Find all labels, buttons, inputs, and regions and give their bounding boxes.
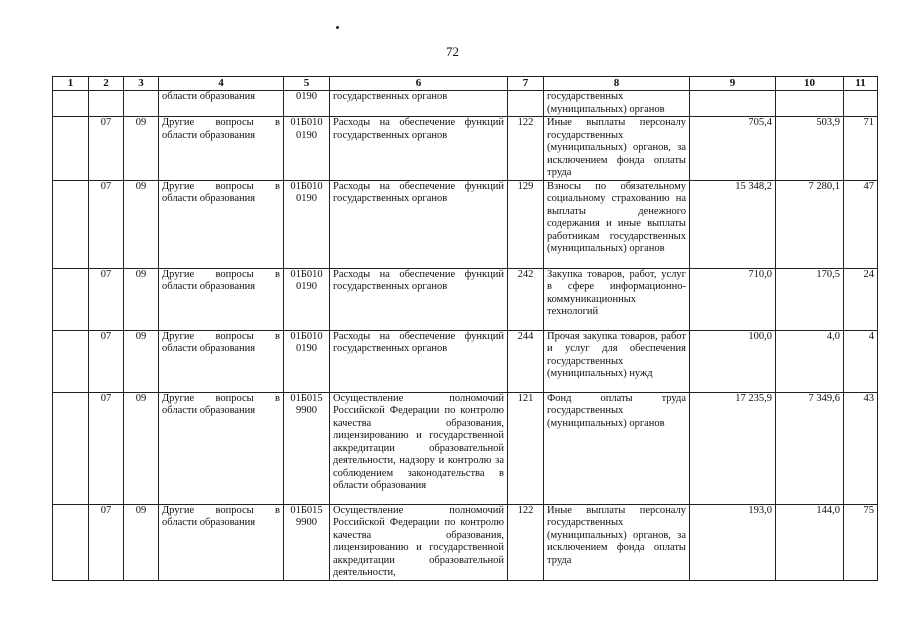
cell-expense-type: 122 [508,117,544,181]
column-header: 10 [776,77,844,91]
cell-expense-type [508,91,544,117]
cell-expense-type: 121 [508,392,544,504]
cell-target-code: 01Б015 9900 [284,504,330,580]
cell-subsection-name: Другие вопросы в области образования [159,117,284,181]
cell-subsection: 09 [124,330,159,392]
cell-col1 [53,330,89,392]
cell-section: 07 [89,268,124,330]
table-row [53,117,878,181]
cell-plan-amount: 193,0 [690,504,776,580]
cell-target-name: Расходы на обеспечение функций государственных органов [330,268,508,330]
column-header: 7 [508,77,544,91]
column-header: 8 [544,77,690,91]
cell-col1 [53,117,89,181]
cell-actual-amount: 4,0 [776,330,844,392]
cell-col1 [53,504,89,580]
column-header: 2 [89,77,124,91]
cell-plan-amount: 17 235,9 [690,392,776,504]
cell-actual-amount: 144,0 [776,504,844,580]
cell-expense-name: Прочая закупка товаров, работ и услуг для обеспечения государственных (муниципальных) нужд [544,330,690,392]
table-row [53,91,878,117]
column-header: 11 [844,77,878,91]
cell-subsection-name: Другие вопросы в области образования [159,268,284,330]
budget-table [52,76,878,581]
column-header: 4 [159,77,284,91]
cell-section: 07 [89,180,124,268]
cell-expense-type: 122 [508,504,544,580]
table-row [53,504,878,580]
cell-expense-name: Фонд оплаты труда государственных (муниципальных) органов [544,392,690,504]
cell-target-name: государственных органов [330,91,508,117]
cell-subsection [124,91,159,117]
cell-col1 [53,392,89,504]
cell-target-code: 01Б010 0190 [284,180,330,268]
cell-subsection: 09 [124,504,159,580]
cell-subsection: 09 [124,180,159,268]
table-row [53,268,878,330]
column-header: 5 [284,77,330,91]
cell-subsection: 09 [124,392,159,504]
cell-section: 07 [89,117,124,181]
cell-percent: 71 [844,117,878,181]
cell-percent [844,91,878,117]
cell-actual-amount: 170,5 [776,268,844,330]
cell-col1 [53,180,89,268]
cell-subsection-name: Другие вопросы в области образования [159,504,284,580]
cell-plan-amount: 705,4 [690,117,776,181]
cell-target-code: 0190 [284,91,330,117]
table-row [53,330,878,392]
cell-expense-name: Закупка товаров, работ, услуг в сфере информационно-коммуникационных технологий [544,268,690,330]
cell-subsection-name: Другие вопросы в области образования [159,392,284,504]
cell-expense-name: государственных (муниципальных) органов [544,91,690,117]
table-row [53,180,878,268]
cell-section: 07 [89,392,124,504]
cell-section: 07 [89,330,124,392]
cell-section: 07 [89,504,124,580]
cell-plan-amount: 100,0 [690,330,776,392]
cell-percent: 24 [844,268,878,330]
column-header: 9 [690,77,776,91]
cell-target-name: Расходы на обеспечение функций государственных органов [330,117,508,181]
page-number: 72 [446,44,459,59]
cell-target-name: Осуществление полномочий Российской Федерации по контролю качества образования, лицензированию и государственной аккредитации образовательной деятельности, надзору и контролю за соблюдением законодательства в области образования [330,392,508,504]
cell-percent: 75 [844,504,878,580]
stray-dot-mark [336,26,339,29]
cell-plan-amount: 15 348,2 [690,180,776,268]
cell-target-code: 01Б010 0190 [284,117,330,181]
column-header: 3 [124,77,159,91]
cell-percent: 47 [844,180,878,268]
cell-expense-name: Иные выплаты персоналу государственных (муниципальных) органов, за исключением фонда оплаты труда [544,117,690,181]
cell-expense-type: 244 [508,330,544,392]
cell-target-code: 01Б015 9900 [284,392,330,504]
header-row [53,77,878,91]
cell-percent: 4 [844,330,878,392]
cell-subsection-name: Другие вопросы в области образования [159,330,284,392]
cell-target-code: 01Б010 0190 [284,268,330,330]
cell-expense-name: Иные выплаты персоналу государственных (муниципальных) органов, за исключением фонда оплаты труда [544,504,690,580]
cell-subsection-name: области образования [159,91,284,117]
cell-target-name: Осуществление полномочий Российской Федерации по контролю качества образования, лицензированию и государственной аккредитации образовательной деятельности, [330,504,508,580]
cell-actual-amount: 503,9 [776,117,844,181]
cell-actual-amount: 7 349,6 [776,392,844,504]
cell-subsection-name: Другие вопросы в области образования [159,180,284,268]
cell-actual-amount [776,91,844,117]
cell-expense-name: Взносы по обязательному социальному страхованию на выплаты денежного содержания и иные выплаты работникам государственных (муниципальных) органов [544,180,690,268]
cell-plan-amount [690,91,776,117]
cell-subsection: 09 [124,117,159,181]
table-row [53,392,878,504]
cell-subsection: 09 [124,268,159,330]
cell-col1 [53,268,89,330]
cell-target-name: Расходы на обеспечение функций государственных органов [330,180,508,268]
cell-expense-type: 129 [508,180,544,268]
column-header: 6 [330,77,508,91]
cell-target-name: Расходы на обеспечение функций государственных органов [330,330,508,392]
cell-target-code: 01Б010 0190 [284,330,330,392]
cell-plan-amount: 710,0 [690,268,776,330]
cell-expense-type: 242 [508,268,544,330]
cell-col1 [53,91,89,117]
column-header: 1 [53,77,89,91]
cell-section [89,91,124,117]
cell-actual-amount: 7 280,1 [776,180,844,268]
cell-percent: 43 [844,392,878,504]
